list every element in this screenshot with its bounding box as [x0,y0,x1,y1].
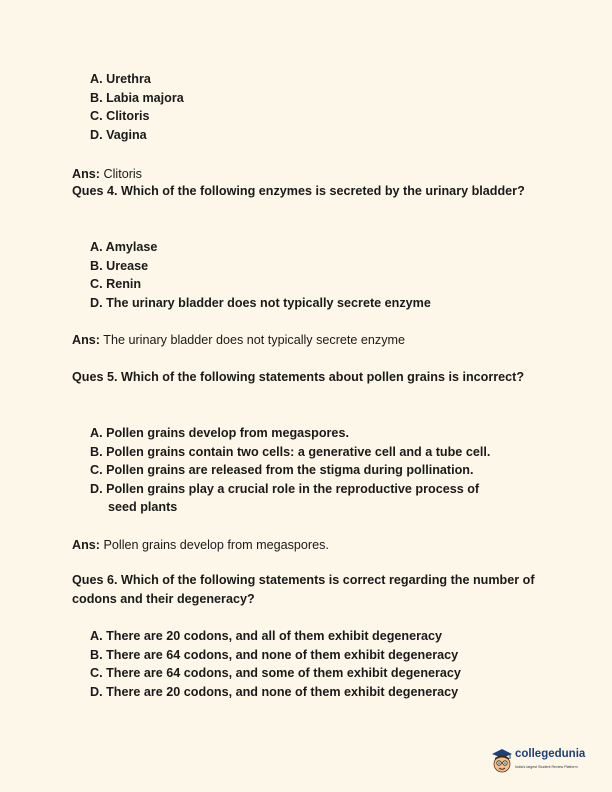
option-b: B. Pollen grains contain two cells: a generative cell and a tube cell. [90,444,491,459]
answer-label: Ans: [72,333,100,347]
logo-wordmark: collegedunia [515,748,586,760]
option-d: D. There are 20 codons, and none of them exhibit degeneracy [90,684,459,699]
answer-label: Ans: [72,167,100,181]
option-a: A. Amylase [90,240,158,254]
option-a: A. Pollen grains develop from megaspores. [90,426,349,440]
option-b: B. Urease [90,258,149,273]
q6-question: Ques 6. Which of the following statements is correct regarding the number of codons and their degeneracy? [72,573,535,606]
option-c: C. Clitoris [90,109,150,123]
answer-text: Pollen grains develop from megaspores. [103,538,329,552]
answer-text: The urinary bladder does not typically secrete enzyme [103,333,405,347]
mascot-icon [490,747,514,775]
option-a: A. There are 20 codons, and all of them exhibit degeneracy [90,629,443,643]
option-d-continued: seed plants [108,500,178,514]
answer-text: Clitoris [103,167,142,181]
option-a: A. Urethra [90,72,151,86]
q6-options [90,627,461,701]
option-d: D. Pollen grains play a crucial role in the reproductive process of [90,481,480,496]
option-b: B. Labia majora [90,90,184,105]
answer-label: Ans: [72,538,100,552]
option-c: C. Pollen grains are released from the stigma during pollination. [90,463,474,477]
logo-tagline: India's largest Student Review Platform [515,765,578,769]
q4-answer [72,331,405,349]
q4-question: Ques 4. Which of the following enzymes is secreted by the urinary bladder? [72,184,525,198]
option-c: C. Renin [90,277,142,291]
option-d: D. The urinary bladder does not typically secrete enzyme [90,295,431,310]
q3-options [90,70,184,144]
q5-question: Ques 5. Which of the following statements about pollen grains is incorrect? [72,370,525,384]
option-c: C. There are 64 codons, and some of them exhibit degeneracy [90,666,461,680]
q5-options [90,424,490,517]
q5-answer [72,536,329,554]
q3-answer [72,165,142,183]
option-d: D. Vagina [90,127,147,142]
q4-options [90,238,431,312]
option-b: B. There are 64 codons, and none of them exhibit degeneracy [90,647,459,662]
collegedunia-logo [490,744,595,778]
